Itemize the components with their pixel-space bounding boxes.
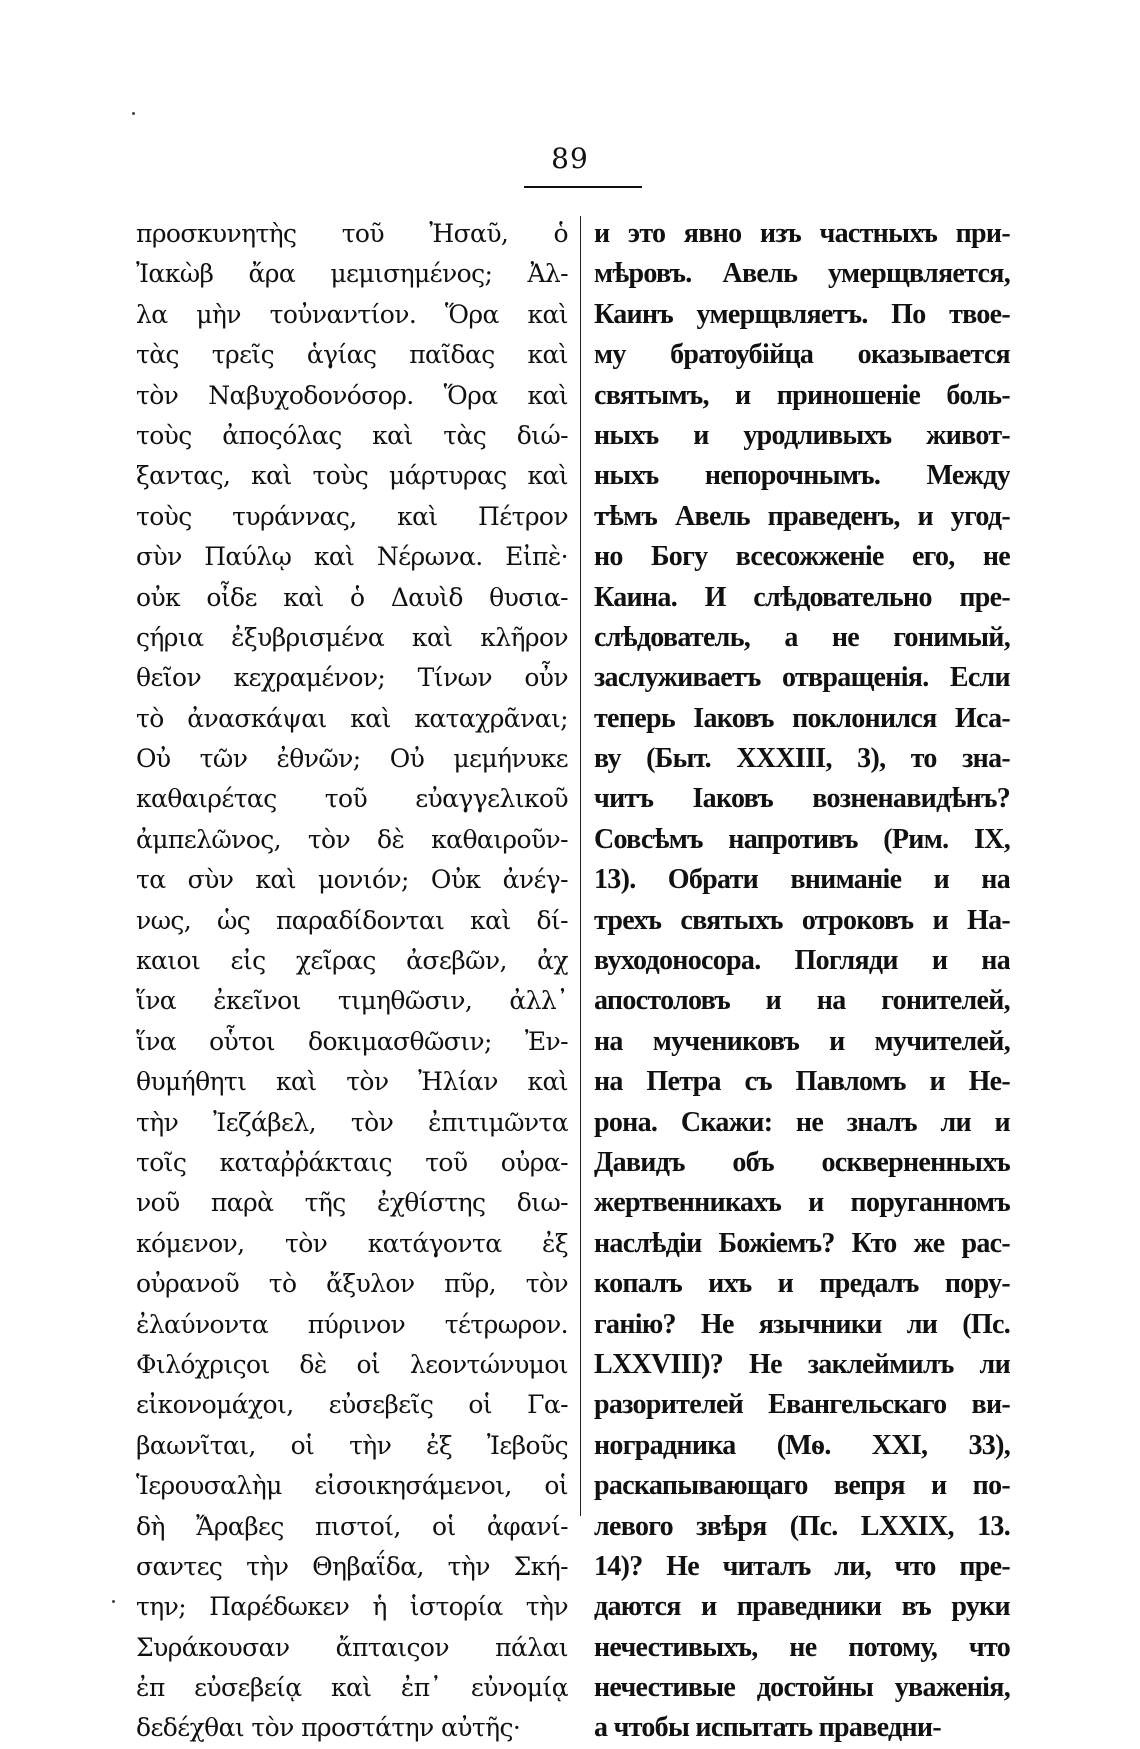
- russian-text-line: му братоубійца оказывается: [594, 339, 1010, 371]
- russian-text-line: копалъ ихъ и предалъ пору-: [594, 1268, 1010, 1300]
- greek-text-line: λα μὴν τοὐναντίον. Ὅρα καὶ: [136, 299, 568, 329]
- greek-text-line: Ἱερουσαλὴμ εἰσοικησάμενοι, οἱ: [136, 1471, 568, 1501]
- page-number: 89: [551, 142, 589, 175]
- russian-text-line: ву (Быт. XXXIII, 3), то зна-: [594, 743, 1010, 775]
- greek-text-line: καθαιρέτας τοῦ εὐαγγελικοῦ: [136, 784, 568, 814]
- russian-text-column: [594, 214, 1010, 1749]
- russian-text-line: 13). Обрати вниманіе и на: [594, 864, 1010, 896]
- russian-text-line: мѣровъ. Авель умерщвляется,: [594, 258, 1010, 290]
- greek-text-line: ξαντας, καὶ τοὺς μάρτυρας καὶ: [136, 461, 568, 491]
- greek-text-line: τὸ ἀνασκάψαι καὶ καταχρᾶναι;: [136, 703, 568, 733]
- russian-text-line: а чтобы испытать праведни-: [594, 1712, 941, 1744]
- russian-text-line: нечестивые достойны уваженія,: [594, 1672, 1010, 1704]
- russian-text-line: читъ Іаковъ возненавидѣнъ?: [594, 783, 1010, 815]
- greek-text-column: [136, 214, 568, 1749]
- greek-text-line: τοὺς ἀποςόλας καὶ τὰς διώ-: [136, 420, 568, 450]
- russian-text-line: тѣмъ Авель праведенъ, и угод-: [594, 500, 1010, 532]
- greek-text-line: σὺν Παύλῳ καὶ Νέρωνα. Εἰπὲ·: [136, 542, 568, 572]
- russian-text-line: разорителей Евангельскаго ви-: [594, 1389, 1010, 1421]
- greek-text-line: Οὐ τῶν ἐθνῶν; Οὐ μεμήνυκε: [136, 744, 568, 774]
- russian-text-line: ныхъ и уродливыхъ живот-: [594, 419, 1010, 451]
- greek-text-line: οὐκ οἶδε καὶ ὁ Δαυὶδ θυσια-: [136, 582, 568, 612]
- russian-text-line: вуходоносора. Погляди и на: [594, 945, 1010, 977]
- russian-text-line: наслѣдіи Божіемъ? Кто же рас-: [594, 1227, 1010, 1259]
- russian-text-line: раскапывающаго вепря и по-: [594, 1470, 1010, 1502]
- greek-text-line: Φιλόχριςοι δὲ οἱ λεοντώνυμοι: [136, 1349, 568, 1379]
- greek-text-line: Ἰακὼβ ἄρα μεμισημένος; Ἀλ-: [136, 259, 568, 289]
- greek-text-line: νως, ὡς παραδίδονται καὶ δί-: [136, 905, 568, 935]
- russian-text-line: слѣдователь, а не гонимый,: [594, 621, 1010, 653]
- russian-text-line: рона. Скажи: не зналъ ли и: [594, 1106, 1010, 1138]
- greek-text-line: τοὺς τυράννας, καὶ Πέτρον: [136, 501, 568, 531]
- russian-text-line: Давидъ объ оскверненныхъ: [594, 1146, 1010, 1178]
- column-divider: [580, 216, 581, 1516]
- russian-text-line: ганію? Не язычники ли (Пс.: [594, 1308, 1010, 1340]
- greek-text-line: θυμήθητι καὶ τὸν Ἠλίαν καὶ: [136, 1067, 568, 1097]
- greek-text-line: τὰς τρεῖς ἁγίας παῖδας καὶ: [136, 340, 568, 370]
- greek-text-line: την; Παρέδωκεν ἡ ἱστορία τὴν: [136, 1592, 568, 1622]
- russian-text-line: на мучениковъ и мучителей,: [594, 1025, 1010, 1057]
- greek-text-line: ἐπ εὐσεβείᾳ καὶ ἐπ᾿ εὐνομίᾳ: [136, 1673, 568, 1703]
- greek-text-line: βαωνῖται, οἱ τὴν ἐξ Ἰεβοῦς: [136, 1430, 568, 1460]
- greek-text-line: θεῖον κεχραμένον; Τίνων οὖν: [136, 663, 568, 693]
- greek-text-line: ἀμπελῶνος, τὸν δὲ καθαιροῦν-: [136, 824, 568, 854]
- russian-text-line: апостоловъ и на гонителей,: [594, 985, 1010, 1017]
- greek-text-line: προσκυνητὴς τοῦ Ἠσαῦ, ὁ: [136, 219, 568, 248]
- greek-text-line: δεδέχθαι τὸν προστάτην αὐτῆς·: [136, 1713, 521, 1743]
- russian-text-line: святымъ, и приношеніе боль-: [594, 379, 1010, 411]
- russian-text-line: но Богу всесожженіе его, не: [594, 541, 1010, 573]
- russian-text-line: теперь Іаковъ поклонился Иса-: [594, 702, 1010, 734]
- russian-text-line: ныхъ непорочнымъ. Между: [594, 460, 1010, 492]
- russian-text-line: 14)? Не читалъ ли, что пре-: [594, 1550, 1010, 1582]
- russian-text-line: и это явно изъ частныхъ при-: [594, 218, 1010, 249]
- greek-text-line: νοῦ παρὰ τῆς ἐχθίστης διω-: [136, 1188, 568, 1218]
- greek-text-line: καιοι εἰς χεῖρας ἀσεβῶν, ἀχ: [136, 946, 568, 976]
- greek-text-line: τὴν Ἰεζάβελ, τὸν ἐπιτιμῶντα: [136, 1107, 568, 1137]
- greek-text-line: σαντες τὴν Θηβαΐδα, τὴν Σκή-: [136, 1551, 568, 1581]
- russian-text-line: трехъ святыхъ отроковъ и На-: [594, 904, 1010, 936]
- russian-text-line: заслуживаетъ отвращенія. Если: [594, 662, 1010, 694]
- russian-text-line: LXXVIII)? Не заклеймилъ ли: [594, 1348, 1010, 1380]
- russian-text-line: даются и праведники въ руки: [594, 1591, 1010, 1623]
- russian-text-line: Совсѣмъ напротивъ (Рим. IX,: [594, 823, 1010, 855]
- greek-text-line: οὐρανοῦ τὸ ἄξυλον πῦρ, τὸν: [136, 1269, 568, 1299]
- russian-text-line: левого звѣря (Пс. LXXIX, 13.: [594, 1510, 1010, 1542]
- russian-text-line: Каина. И слѣдовательно пре-: [594, 581, 1010, 613]
- greek-text-line: τοῖς καταῤῥάκταις τοῦ οὐρα-: [136, 1147, 568, 1177]
- greek-text-line: κόμενον, τὸν κατάγοντα ἐξ: [136, 1228, 568, 1258]
- print-speck: [112, 1600, 115, 1603]
- greek-text-line: ἐλαύνοντα πύρινον τέτρωρον.: [136, 1309, 568, 1339]
- greek-text-line: δὴ Ἄραβες πιστοί, οἱ ἀφανί-: [136, 1511, 568, 1541]
- print-speck: [132, 112, 135, 115]
- russian-text-line: нечестивыхъ, не потому, что: [594, 1631, 1010, 1663]
- greek-text-line: εἰκονομάχοι, εὐσεβεῖς οἱ Γα-: [136, 1390, 568, 1420]
- russian-text-line: жертвенникахъ и поруганномъ: [594, 1187, 1010, 1219]
- greek-text-line: ἵνα ἐκεῖνοι τιμηθῶσιν, ἀλλ᾿: [136, 986, 568, 1016]
- greek-text-line: Συράκουσαν ἄπταιςον πάλαι: [136, 1632, 568, 1662]
- russian-text-line: Каинъ умерщвляетъ. По твое-: [594, 298, 1010, 330]
- greek-text-line: τὸν Ναβυχοδονόσορ. Ὅρα καὶ: [136, 380, 568, 410]
- greek-text-line: ἵνα οὗτοι δοκιμασθῶσιν; Ἐν-: [136, 1026, 568, 1056]
- russian-text-line: ноградника (Мѳ. XXI, 33),: [594, 1429, 1010, 1461]
- header-rule: [524, 186, 642, 188]
- greek-text-line: ςήρια ἐξυβρισμένα καὶ κλῆρον: [136, 622, 568, 652]
- greek-text-line: τα σὺν καὶ μονιόν; Οὐκ ἀνέγ-: [136, 865, 568, 895]
- russian-text-line: на Петра съ Павломъ и Не-: [594, 1066, 1010, 1098]
